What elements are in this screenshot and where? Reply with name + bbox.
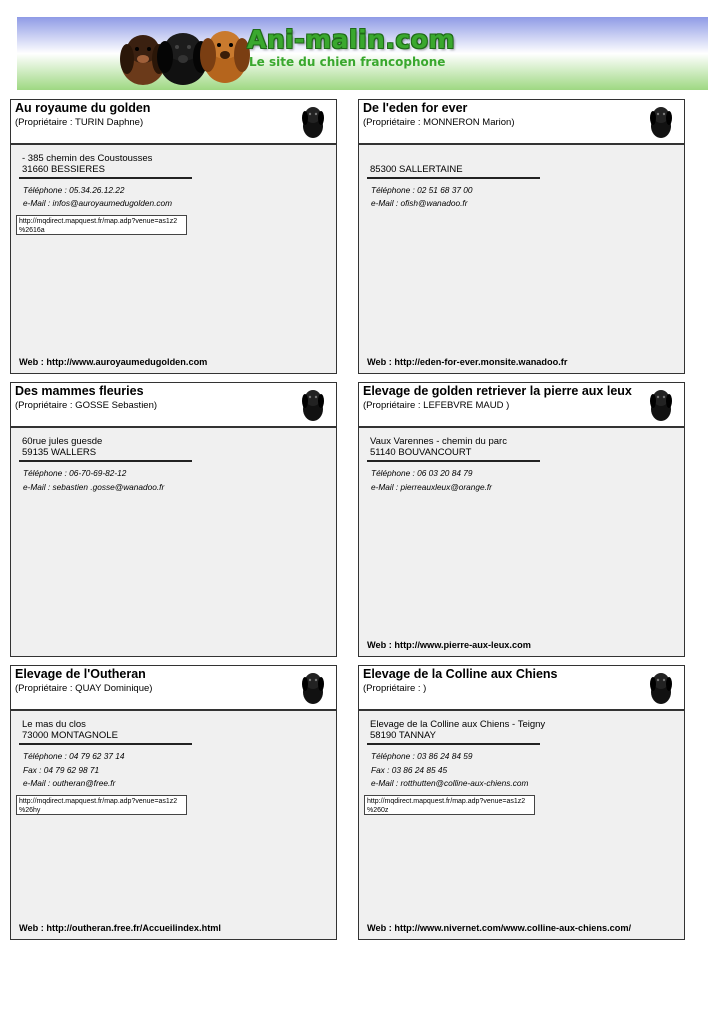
listing-title: Elevage de l'Outheran <box>15 667 146 681</box>
dog-right-icon <box>200 31 250 83</box>
divider <box>19 177 192 179</box>
divider <box>367 743 540 745</box>
listing-header <box>11 383 336 428</box>
divider <box>367 177 540 179</box>
address-line-2: 85300 SALLERTAINE <box>370 164 463 175</box>
fax-text: Fax : 04 79 62 98 71 <box>23 765 100 775</box>
email-text: e-Mail : sebastien .gosse@wanadoo.fr <box>23 482 165 492</box>
address-line-1: Elevage de la Colline aux Chiens - Teigny <box>370 719 546 730</box>
phone-text: Téléphone : 03 86 24 84 59 <box>371 751 473 761</box>
email-text: e-Mail : infos@auroyaumedugolden.com <box>23 198 173 208</box>
phone-text: Téléphone : 02 51 68 37 00 <box>371 185 473 195</box>
listing-title: Des mammes fleuries <box>15 384 144 398</box>
site-logo: Ani-malin.com <box>247 25 455 54</box>
address-line-1: 60rue jules guesde <box>22 436 103 447</box>
black-dog-icon <box>648 104 674 140</box>
address-line-1: - 385 chemin des Coustousses <box>22 153 153 164</box>
listing-title: Elevage de golden retriever la pierre aux leux <box>363 384 632 398</box>
listing-header <box>11 666 336 711</box>
fax-text: Fax : 03 86 24 85 45 <box>371 765 448 775</box>
website-link[interactable]: Web : http://www.pierre-aux-leux.com <box>367 640 531 650</box>
divider <box>19 460 192 462</box>
address-line-2: 31660 BESSIERES <box>22 164 105 175</box>
map-link[interactable]: http://mqdirect.mapquest.fr/map.adp?venue=as1z2 %26hy <box>16 795 187 815</box>
site-tagline: Le site du chien francophone <box>249 55 446 69</box>
listing-title: Elevage de la Colline aux Chiens <box>363 667 558 681</box>
phone-text: Téléphone : 05.34.26.12.22 <box>23 185 125 195</box>
divider <box>19 743 192 745</box>
address-line-2: 51140 BOUVANCOURT <box>370 447 472 458</box>
address-line-2: 58190 TANNAY <box>370 730 437 741</box>
phone-text: Téléphone : 06 03 20 84 79 <box>371 468 473 478</box>
listing-owner: (Propriétaire : TURIN Daphne) <box>15 117 144 128</box>
listing-owner: (Propriétaire : MONNERON Marion) <box>363 117 515 128</box>
listing-owner: (Propriétaire : LEFEBVRE MAUD ) <box>363 400 510 411</box>
listing-owner: (Propriétaire : ) <box>363 683 427 694</box>
black-dog-icon <box>648 670 674 706</box>
black-dog-icon <box>648 387 674 423</box>
site-banner <box>17 17 708 90</box>
website-link[interactable]: Web : http://www.auroyaumedugolden.com <box>19 357 208 367</box>
map-link[interactable]: http://mqdirect.mapquest.fr/map.adp?venue=as1z2 %260z <box>364 795 535 815</box>
website-link[interactable]: Web : http://www.nivernet.com/www.colline-aux-chiens.com/ <box>367 923 632 933</box>
listing-title: Au royaume du golden <box>15 101 151 115</box>
black-dog-icon <box>300 387 326 423</box>
listing-card <box>10 99 337 374</box>
black-dog-icon <box>300 670 326 706</box>
address-line-1: Le mas du clos <box>22 719 86 730</box>
phone-text: Téléphone : 04 79 62 37 14 <box>23 751 125 761</box>
listing-card <box>358 99 685 374</box>
phone-text: Téléphone : 06-70-69-82-12 <box>23 468 127 478</box>
listing-owner: (Propriétaire : QUAY Dominique) <box>15 683 153 694</box>
email-text: e-Mail : ofish@wanadoo.fr <box>371 198 468 208</box>
email-text: e-Mail : pierreauxleux@orange.fr <box>371 482 492 492</box>
email-text: e-Mail : rotthutten@colline-aux-chiens.com <box>371 778 529 788</box>
map-link[interactable]: http://mqdirect.mapquest.fr/map.adp?venue=as1z2 %2616a <box>16 215 187 235</box>
address-line-2: 59135 WALLERS <box>22 447 97 458</box>
website-link[interactable]: Web : http://eden-for-ever.monsite.wanadoo.fr <box>367 357 568 367</box>
listing-title: De l'eden for ever <box>363 101 468 115</box>
listing-card <box>358 665 685 940</box>
black-dog-icon <box>300 104 326 140</box>
email-text: e-Mail : outheran@free.fr <box>23 778 116 788</box>
listing-owner: (Propriétaire : GOSSE Sebastien) <box>15 400 158 411</box>
address-line-2: 73000 MONTAGNOLE <box>22 730 118 741</box>
listing-header <box>359 383 684 428</box>
website-link[interactable]: Web : http://outheran.free.fr/Accueilindex.html <box>19 923 221 933</box>
dogs-photo-icon <box>105 19 255 89</box>
listing-card <box>10 665 337 940</box>
address-line-1: Vaux Varennes - chemin du parc <box>370 436 507 447</box>
listing-card <box>358 382 685 657</box>
listing-header <box>359 100 684 145</box>
divider <box>367 460 540 462</box>
listing-header <box>359 666 684 711</box>
listing-header <box>11 100 336 145</box>
listing-card <box>10 382 337 657</box>
